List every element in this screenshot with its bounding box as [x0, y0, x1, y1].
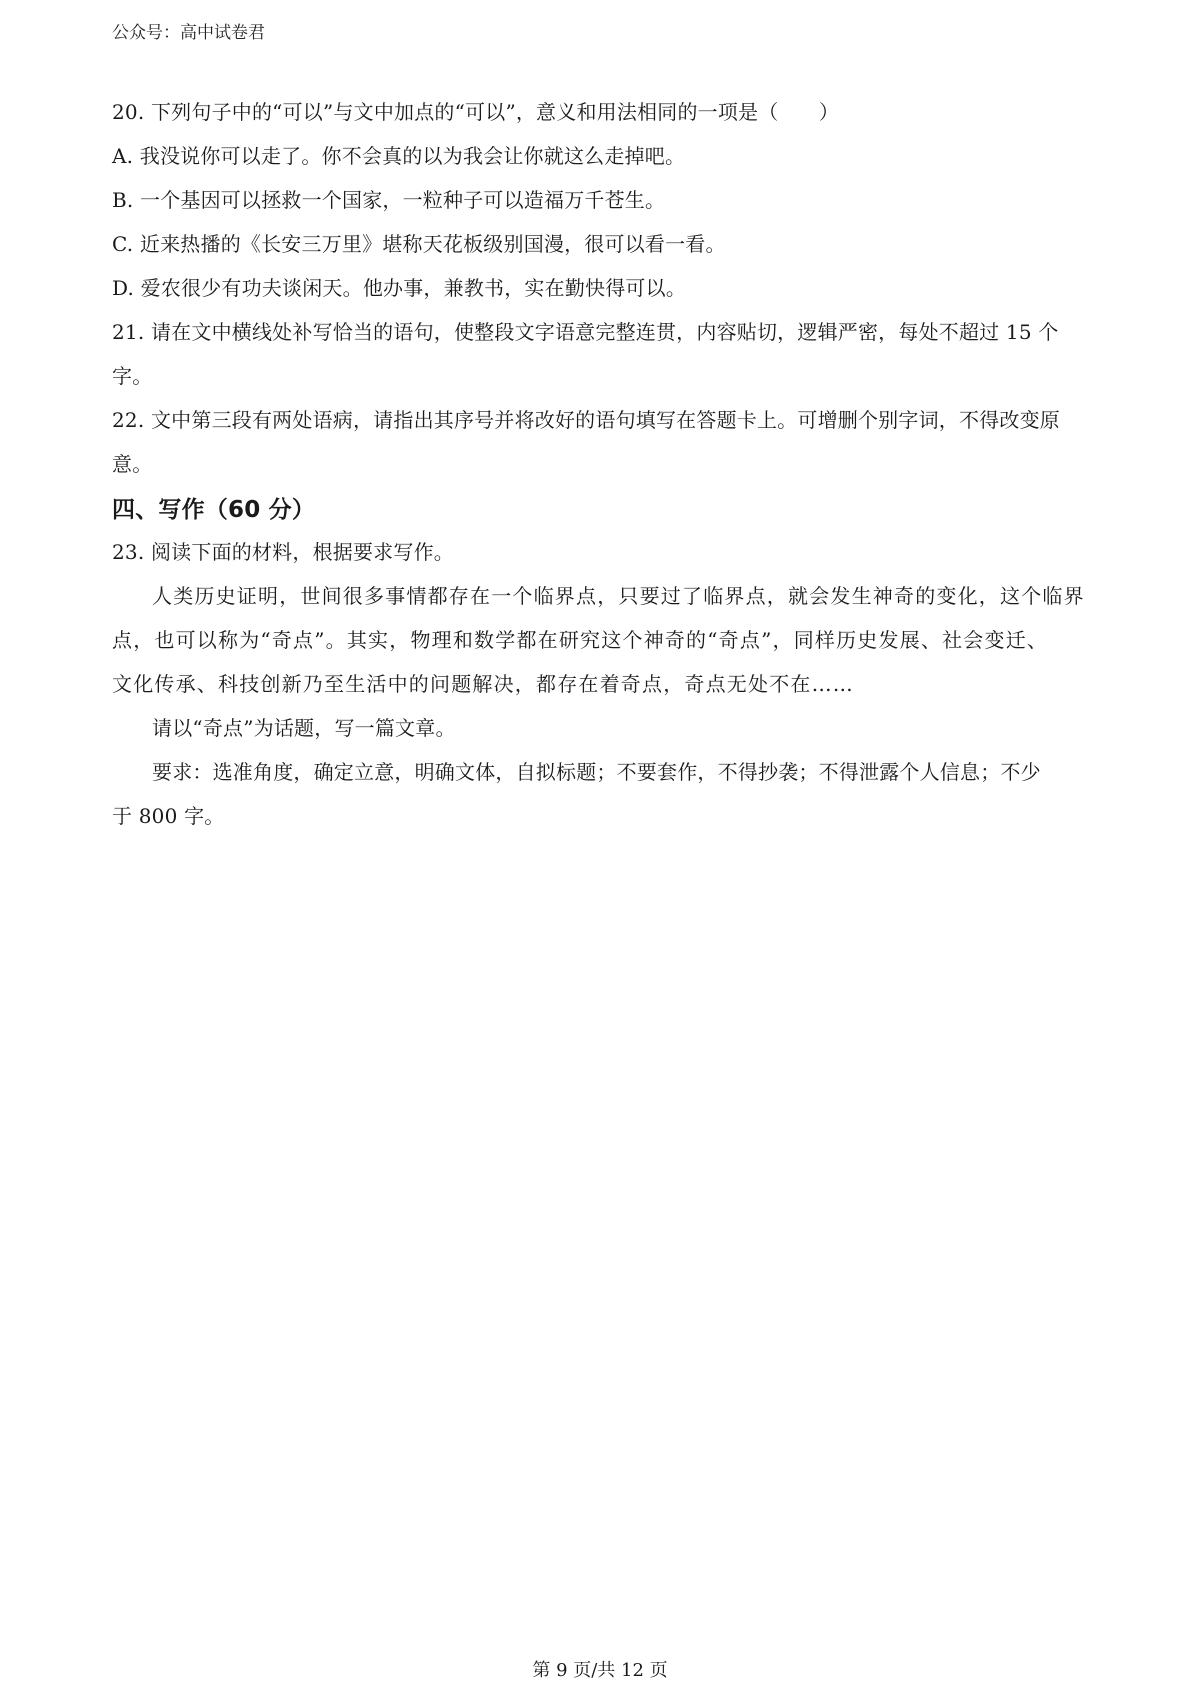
question-21-line-1: 21. 请在文中横线处补写恰当的语句，使整段文字语意完整连贯，内容贴切，逻辑严密，每处不超过 15 个 [112, 320, 1059, 344]
question-20-option-c: C. 近来热播的《长安三万里》堪称天花板级别国漫，很可以看一看。 [112, 232, 726, 256]
question-20-option-b: B. 一个基因可以拯救一个国家，一粒种子可以造福万千苍生。 [112, 188, 666, 212]
material-line-1: 人类历史证明，世间很多事情都存在一个临界点，只要过了临界点，就会发生神奇的变化，这个临界 [152, 584, 1085, 608]
question-20-option-a: A. 我没说你可以走了。你不会真的以为我会让你就这么走掉吧。 [112, 144, 686, 168]
question-20-option-d: D. 爱农很少有功夫谈闲天。他办事，兼教书，实在勤快得可以。 [112, 276, 687, 300]
material-line-3: 文化传承、科技创新乃至生活中的问题解决，都存在着奇点，奇点无处不在…… [112, 672, 854, 696]
page-header: 公众号：高中试卷君 [112, 23, 265, 43]
writing-prompt: 请以“奇点”为话题，写一篇文章。 [152, 716, 456, 740]
writing-requirement-line-2: 于 800 字。 [112, 804, 225, 828]
section-title-writing: 四、写作（60 分） [112, 497, 316, 523]
writing-requirement-line-1: 要求：选准角度，确定立意，明确文体，自拟标题；不要套作，不得抄袭；不得泄露个人信息；不少 [152, 760, 1041, 784]
page-number: 第 9 页/共 12 页 [532, 1660, 668, 1681]
question-22-line-1: 22. 文中第三段有两处语病，请指出其序号并将改好的语句填写在答题卡上。可增删个别字词，不得改变原 [112, 408, 1060, 432]
question-22-line-2: 意。 [112, 452, 153, 476]
question-21-line-2: 字。 [112, 364, 153, 388]
question-20-stem: 20. 下列句子中的“可以”与文中加点的“可以”，意义和用法相同的一项是（ ） [112, 100, 840, 124]
material-line-2: 点，也可以称为“奇点”。其实，物理和数学都在研究这个神奇的“奇点”，同样历史发展、社会变迁、 [112, 628, 1049, 652]
question-23-stem: 23. 阅读下面的材料，根据要求写作。 [112, 540, 454, 564]
